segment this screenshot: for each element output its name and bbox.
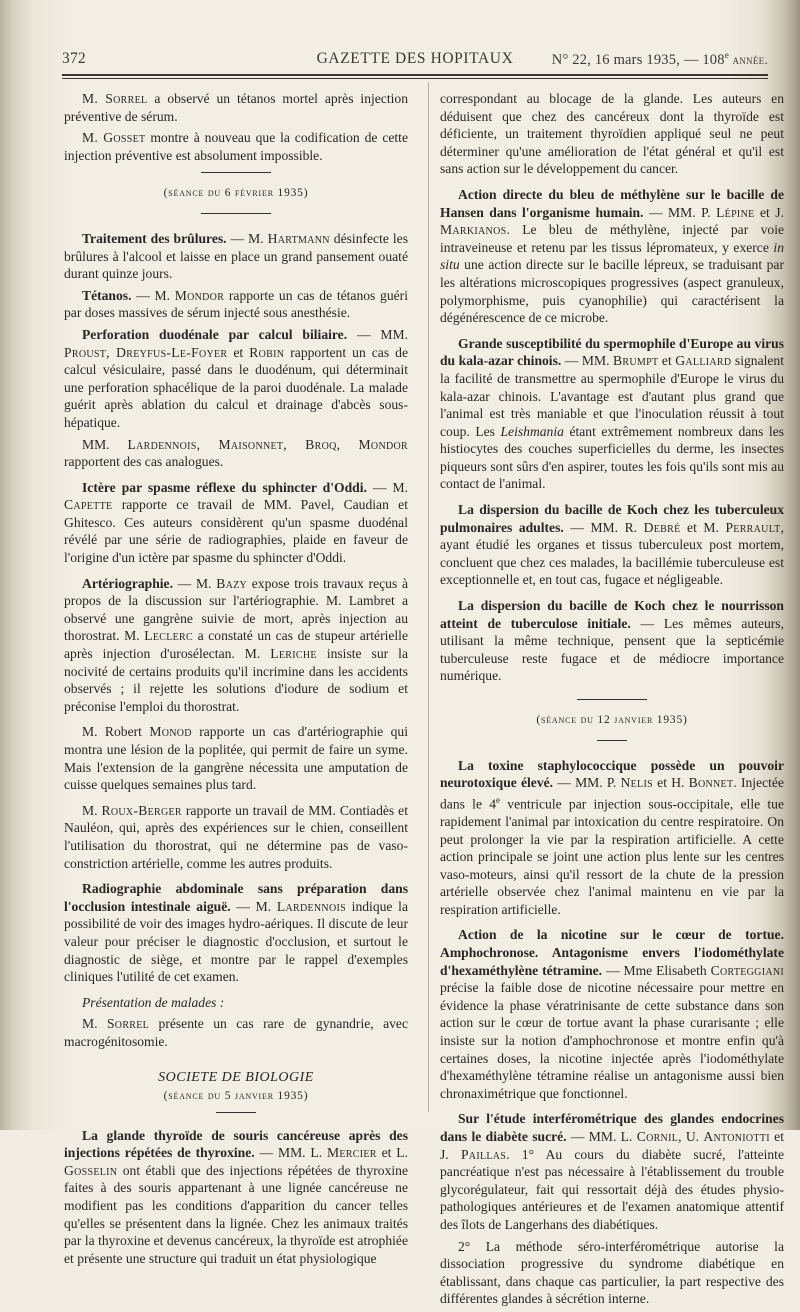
section-heading: Action directe du bleu de méthylène sur le bacille de Hansen dans l'organisme humain. [440,186,784,220]
paragraph-text: indique la possibilité de voir des images hydro-aériques. Il discute de leur valeur pour préciser le diagnostic d'occlusion, et surtout le diagnostic de siège, et montre par le rappel d'exemples cliniques l'utilité de cet examen. [64,898,408,985]
paragraph [64,129,408,164]
paragraph-text: rapportent un cas de calcul vésiculaire, passé dans le duodénum, qui déterminait une perforation sphacélique de la paroi duodénale. La malade guérit après ablation du calcul et drainage d'abcès sous-hépatique. [64,344,408,430]
paragraph-text: insiste sur la nocivité de certains produits qu'il incrimine dans les accidents observés ; il rejette les solutions d'iodure de sodium et préconise l'emploi du thorostrat. [64,646,408,714]
paragraph [64,479,408,567]
text: — MM. L. [254,1145,327,1161]
section-heading: Sur l'étude interférométrique des glandes endocrines dans le diabète sucré. [440,1111,784,1144]
paragraph-text: signalent la facilité de transmettre au spermophile d'Europe le virus du kala-azar chinois. L'avantage est d'autant plus grand que l'animal est très maniable et que l'inoculation réussit à tout coup. Les [440,353,784,439]
paragraph [440,1110,784,1233]
paragraph [64,1127,408,1268]
paragraph-text: rapporte un travail de MM. Contiadès et Nauléon, qui, après des expériences sur le chien, conseillent l'utilisation du thorostrat, qui ne détermine pas de vaso-constriction artérielle, comme les autres produits. [64,802,408,871]
paragraph [64,326,408,432]
session-date: (séance du 6 février 1935) [163,187,309,200]
text: — M. [366,479,408,495]
paragraph-text: montre à nouveau que la codification de cette injection préventive est absolument impossible. [64,130,408,163]
text: et M. [680,519,726,535]
text: — M. [172,575,217,591]
author-name: Leclerc [144,628,193,644]
paragraph [64,90,408,125]
text: et [658,353,676,369]
issue-main: N° 22, 16 mars 1935, — 108 [551,51,725,68]
paragraph [64,880,408,986]
text: — MM. R. [563,519,644,535]
section-heading: Ictère par spasme réflexe du sphincter d'Oddi. [82,479,367,495]
text: — M. [226,230,268,246]
italic-term: Leishmania [500,423,564,439]
text: et J. [754,204,784,220]
author-name: Roux-Berger [101,802,182,818]
section-heading: Grande susceptibilité du spermophile d'Europe au virus du kala-azar chinois. [440,335,784,369]
paragraph-text: rapporte un cas de tétanos guéri par doses massives de sérum injecté sous anesthésie. [64,287,408,321]
header-rule-thick [62,74,768,76]
author-name: Bonnet [688,775,734,791]
paragraph-text: . Injectée dans le 4 [440,775,784,812]
paragraph [440,597,784,685]
issue-annee: année. [728,51,768,67]
author-name: Bazy [216,575,248,591]
issue-sup: e [724,50,729,60]
divider [577,699,647,700]
section-heading: La dispersion du bacille de Koch chez le nourrisson atteint de tuberculose initiale. [440,598,784,631]
divider [201,213,271,214]
paragraph [64,1015,408,1050]
text: et J. [440,1129,784,1162]
author-name: Lardennois [276,898,346,914]
author-name: Lardennois, Maisonnet, Broq, Mondor [127,436,408,452]
paragraph-text: désinfecte les brûlures à l'alcool et laisse en place un grand pansement ouaté durant quinze jours. [64,230,408,282]
session-heading [440,699,784,741]
paragraph [440,757,784,919]
paragraph [64,287,408,322]
section-heading: Perforation duodénale par calcul biliaire. [82,326,348,342]
header-rule-thin [62,78,768,79]
author-name: Nelis [620,775,653,791]
text: — MM. P. [553,775,621,791]
right-column [440,90,784,1312]
paragraph [440,501,784,589]
section-heading: La dispersion du bacille de Koch chez les tuberculeux pulmonaires adultes. [440,502,784,535]
paragraph-text: , ayant étudié les organes et tissus tuberculeux post mortem, concluent que chez ces malades, la bacillémie tuberculeuse est exceptionnelle et, en tout cas, fugace et négligeable. [440,519,784,588]
author-name: Proust, Dreyfus-Le-Foyer [64,344,228,360]
author-name: Mercier [327,1145,377,1161]
text: M. [82,802,102,818]
section-heading: Artériographie. [82,575,173,591]
author-name: Antoniotti [703,1129,770,1144]
divider [201,172,271,173]
section-heading: La toxine staphylococcique possède un pouvoir neurotoxique élevé. [440,757,784,791]
paragraph-text: . Le bleu de méthylène, injecté par voie intraveineuse et retenu par les tissus lépromateux, y exerce [440,222,784,255]
text: , U. [678,1129,704,1144]
text: et L. [376,1145,408,1161]
paragraph-text: une action directe sur le bacille lépreux, se traduisant par les altérations microscopiques progressives (aspect granuleux, polymorphisme, puis cyanophilie) qui caractérisent la dégénérescence de ce microbe. [440,257,784,326]
page-header [62,50,768,72]
journal-title: GAZETTE DES HOPITAUX [316,50,514,67]
page-number: 372 [62,50,86,67]
section-heading: Traitement des brûlures. [82,230,227,246]
paragraph-text: ventricule par injection sous-occipitale, elle tue rapidement l'animal par intoxication du centre respiratoire. On peut prolonger la vie par la respiration artificielle. A cette action principale se joint une action plus lente sur les centres vaso-moteurs, ainsi qu'il ressort de la chute de la pression artérielle observée chez l'animal maintenu en vie par la respiration artificielle. [440,796,785,917]
paragraph [64,802,408,872]
paragraph-text: a observé un tétanos mortel après injection préventive de sérum. [64,91,408,124]
text: et H. [652,775,689,791]
text: M. [82,1016,107,1032]
paragraph-text: rapporte ce travail de MM. Pavel, Caudian et Ghitesco. Ces auteurs considèrent qu'un spasme duodénal révélé par une série de radiographies, plaide en faveur de l'origine d'un ictère par spasme du sphincter d'Oddi. [64,497,408,566]
paragraph-text: . 1° Au cours du diabète sucré, l'atteinte pancréatique n'est pas nécessaire à l'établissement du trouble glycorégulateur, fait qui ressortait déjà des études physio-pathologiques antérieures et de l'examen anatomique attentif des îlots de Langerhans des diabétiques. [440,1146,784,1232]
superscript: e [496,794,501,805]
paragraph [64,575,408,716]
text: M. Robert [82,724,150,740]
author-name: M. Gosset [82,130,146,146]
issue-info [552,50,768,69]
author-name: Lépine [716,204,755,220]
section-heading: Tétanos. [82,287,132,303]
author-name: Sorrel [106,1016,150,1032]
author-name: Mondor [174,287,225,303]
paragraph: 2° La méthode séro-interférométrique autorise la dissociation progressive du syndrome diabétique en établissant, dans chaque cas particulier, la part respective des différentes glandes à sécrétion interne. [440,1238,784,1307]
paragraph-text: expose trois travaux reçus à propos de la discussion sur l'artériographie. M. Lambret a observé une gangrène suivie de mort, après injection au thorostrat. M. [64,575,408,644]
paragraph-text: a constaté un cas de stupeur artérielle après injection d'urosélectan. M. [64,628,408,662]
author-name: Gosselin [64,1162,118,1178]
column-divider [428,82,429,1112]
author-name: M. Sorrel [82,91,148,106]
text: et [227,344,250,360]
text: — MM. P. [643,204,717,220]
paragraph-text: rapporte un cas d'artériographie qui montra une lésion de la poplitée, qui permit de faire un syme. Mais l'extension de la gangrène nécessita une amputation de cuisse quelques semaines plus tard. [64,724,408,793]
text: — M. [131,287,175,303]
author-name: Capette [64,497,113,513]
text: — MM. [347,326,408,342]
paragraph-text: — Les mêmes auteurs, utilisant la même technique, pensent que la septicémie tuberculeuse reste fugace et de médiocre importance numérique. [440,615,784,684]
divider [597,740,627,741]
paragraph [64,436,408,471]
paragraph [440,926,784,1102]
author-name: Robin [249,344,285,360]
text: — M. [230,898,277,914]
section-heading: Action de la nicotine sur le cœur de tortue. Amphochronose. Antagonisme envers l'iodométhylate d'hexaméthylène tétramine. [440,927,784,978]
author-name: Markianos [440,222,507,238]
author-name: Paillas [460,1146,507,1162]
italic-term: in situ [440,239,784,273]
paragraph [440,186,784,327]
paragraph-text: étant extrêmement nombreux dans les histiocytes des couches superficielles du derme, les insectes piqueurs sont sûrs d'en aspirer, toutes les fois qu'ils sont mis au contact de l'animal. [440,423,784,492]
session-date: (séance du 5 janvier 1935) [163,1090,309,1103]
paragraph [64,230,408,283]
paragraph: correspondant au blocage de la glande. Les auteurs en déduisent que chez des cancéreux dont la thyroïde est déficiente, un traitement thyroïdien appliqué seul ne peut déterminer qu'une amélioration de l'état général et qu'il est sans action sur le développement du cancer. [440,91,784,177]
author-name: Debré [643,519,681,535]
society-title: SOCIETE DE BIOLOGIE [158,1069,314,1085]
paragraph [64,723,408,793]
subheading: Présentation de malades : [82,994,225,1010]
paragraph-text: ont établi que des injections répétées de thyroxine faites à des souris appartenant à une lignée cancéreuse ne modifient pas les conditions d'apparition du cancer telles qu'elles se présentent dans la lignée. Chez les animaux traités par la thyroxine et devenus cancéreux, la thyroïde est atrophiée et présente une structure qui traduit un état physiologique [64,1162,408,1266]
author-name: Galliard [675,353,732,369]
text: — Mme Elisabeth [602,962,711,978]
session-heading [64,172,408,214]
session-date: (séance du 12 janvier 1935) [536,714,688,726]
author-name: Leriche [270,646,317,662]
divider [216,1112,256,1113]
author-name: Cornil [636,1129,679,1144]
author-name: Hartmann [267,230,330,246]
author-name: Brumpt [613,353,659,369]
text: — MM. L. [566,1129,637,1144]
paragraph-text: présente un cas rare de gynandrie, avec macrogénitosomie. [64,1016,408,1049]
text: MM. [82,436,128,452]
section-heading: La glande thyroïde de souris cancéreuse après des injections répétées de thyroxine. [64,1127,408,1161]
paragraph [440,335,784,493]
left-column [64,90,408,1271]
section-heading: Radiographie abdominale sans préparation dans l'occlusion intestinale aiguë. [64,881,408,914]
author-name: Perrault [725,519,781,535]
author-name: Monod [149,724,192,740]
text: — MM. [561,353,614,369]
author-name: Corteggiani [710,962,784,978]
paragraph-text: rapportent des cas analogues. [64,454,224,470]
paragraph-text: précise la faible dose de nicotine nécessaire pour mettre en évidence la phase vératrinisante de cette substance dans son action sur le cœur de tortue avant la phase curarisante ; elle insiste sur la notion d'amphochronose et montre enfin qu'à certaines doses, la nicotine injectée après l'iodométhylate d'hexaméthylène tétramine réalise un antagonisme aussi bien chronaximétrique que fonctionnel. [440,980,784,1101]
